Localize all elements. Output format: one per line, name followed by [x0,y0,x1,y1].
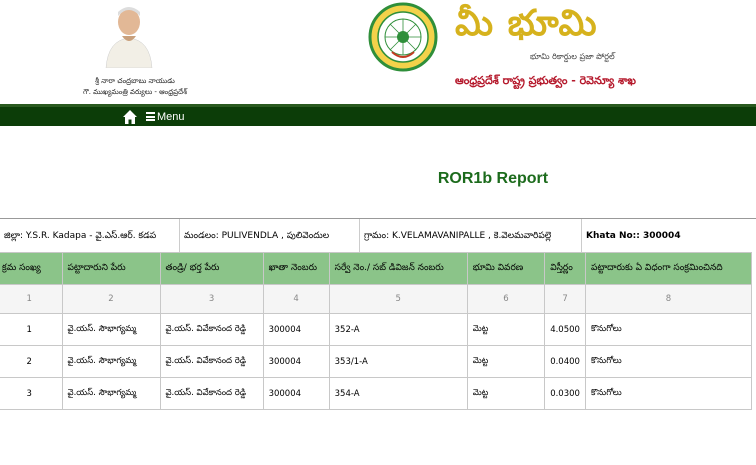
column-number-row [0,285,752,314]
owner-cell: వై.యస్. సౌభాగ్యమ్మ [62,346,160,378]
col-number: 8 [585,285,751,314]
land-info-bar [0,218,756,253]
hamburger-icon [146,112,155,121]
table-row [0,346,752,378]
col-owner-header: పట్టాదారుని పేరు [62,253,160,285]
brand-subtitle: భూమి రికార్డుల ప్రజా పోర్టల్ [530,52,615,61]
village-info: గ్రామం: K.VELAMAVANIPALLE , కె.వెలమవారిపల్లె [360,219,582,253]
district-info: జిల్లా: Y.S.R. Kadapa - వై.ఎస్.ఆర్. కడప [0,219,180,253]
land-type-cell: మెట్ట [467,346,544,378]
cm-name-line2: గౌ. ముఖ్యమంత్రి వర్యులు - ఆంధ్రప్రదేశ్ [83,88,187,96]
col-acquisition-header: పట్టాదారుకు ఏ విధంగా సంక్రమించినది [585,253,751,285]
survey-cell: 353/1-A [329,346,467,378]
col-number: 5 [329,285,467,314]
father-cell: వై.యస్. వివేకానంద రెడ్డి [160,314,263,346]
col-number: 2 [62,285,160,314]
col-land-type-header: భూమి వివరణ [467,253,544,285]
owner-cell: వై.యస్. సౌభాగ్యమ్మ [62,314,160,346]
col-number: 3 [160,285,263,314]
acquisition-cell: కొనుగోలు [585,346,751,378]
extent-cell: 0.0400 [545,346,586,378]
home-icon[interactable] [122,109,138,125]
survey-cell: 354-A [329,378,467,410]
acquisition-cell: కొనుగోలు [585,378,751,410]
khata-cell: 300004 [263,314,329,346]
col-serial-header: క్రమ సంఖ్య [0,253,62,285]
khata-cell: 300004 [263,378,329,410]
serial-cell: 1 [0,314,62,346]
col-father-header: తండ్రి/ భర్త పేరు [160,253,263,285]
serial-cell: 2 [0,346,62,378]
ap-emblem-icon [368,2,438,72]
mandal-info: మండలం: PULIVENDLA , పులివెందుల [180,219,360,253]
chief-minister-name [60,76,210,98]
site-header [0,0,756,104]
father-cell: వై.యస్. వివేకానంద రెడ్డి [160,378,263,410]
table-header-row [0,253,752,285]
survey-cell: 352-A [329,314,467,346]
khata-info: Khata No:: 300004 [582,219,756,253]
menu-button[interactable] [146,109,185,125]
serial-cell: 3 [0,378,62,410]
cm-name-line1: శ్రీ నారా చంద్రబాబు నాయుడు [95,77,175,85]
extent-cell: 4.0500 [545,314,586,346]
department-name: ఆంధ్రప్రదేశ్ రాష్ట్ర ప్రభుత్వం - రెవెన్యూ శాఖ [455,74,636,87]
col-number: 1 [0,285,62,314]
menu-label: Menu [157,111,185,123]
owner-cell: వై.యస్. సౌభాగ్యమ్మ [62,378,160,410]
navigation-bar [0,104,756,126]
ror1b-table [0,252,752,410]
chief-minister-photo [100,2,158,68]
land-type-cell: మెట్ట [467,314,544,346]
col-extent-header: విస్తీర్ణం [545,253,586,285]
table-row [0,378,752,410]
col-number: 7 [545,285,586,314]
col-survey-header: సర్వే నెం./ సబ్ డివిజన్ నంబరు [329,253,467,285]
col-number: 4 [263,285,329,314]
col-khata-header: ఖాతా నెంబరు [263,253,329,285]
acquisition-cell: కొనుగోలు [585,314,751,346]
brand-title: మీ భూమి [455,2,598,44]
table-row [0,314,752,346]
khata-cell: 300004 [263,346,329,378]
father-cell: వై.యస్. వివేకానంద రెడ్డి [160,346,263,378]
extent-cell: 0.0300 [545,378,586,410]
col-number: 6 [467,285,544,314]
report-title: ROR1b Report [437,170,549,187]
land-type-cell: మెట్ట [467,378,544,410]
